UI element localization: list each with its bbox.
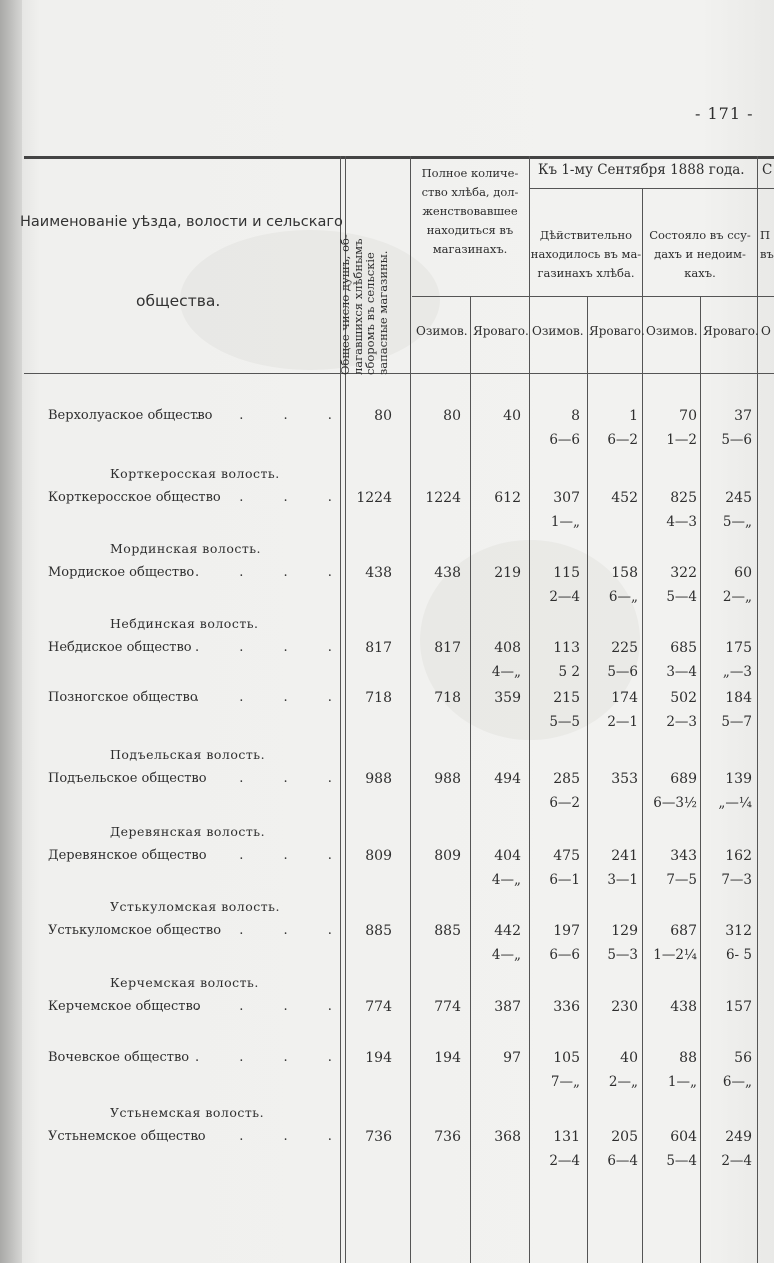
header-next-col: С	[762, 162, 773, 178]
cell-value: 825	[670, 490, 697, 506]
leader-dots: . . . .	[195, 1050, 350, 1065]
header-name-col: Наименованіе уѣзда, волости и сельскаго	[20, 214, 343, 230]
cell-subvalue: 5—3	[607, 947, 638, 963]
cell-subvalue: 2—„	[608, 1074, 638, 1090]
cell-value: 197	[553, 923, 580, 939]
header-spring: Яроваго.	[589, 324, 645, 338]
cell-value: 60	[734, 565, 752, 581]
cell-subvalue: 7—„	[550, 1074, 580, 1090]
cell-subvalue: 6—3½	[653, 795, 697, 811]
cell-value: 359	[494, 690, 521, 706]
header-loans: Состояло въ ссу- дахъ и недоим- кахъ.	[649, 228, 751, 280]
header-actual: Дѣйствительно находилось въ ма- газинахъ хлѣба.	[530, 228, 642, 280]
cell-subvalue: 4—3	[666, 514, 697, 530]
cell-value: 241	[611, 848, 638, 864]
cell-value: 115	[553, 565, 580, 581]
cell-value: 336	[553, 999, 580, 1015]
cell-value: 245	[725, 490, 752, 506]
cell-value: 37	[734, 408, 752, 424]
cell-value: 604	[670, 1129, 697, 1145]
cell-value: 353	[611, 771, 638, 787]
cell-value: 442	[494, 923, 521, 939]
cell-value: 40	[503, 408, 521, 424]
cell-subvalue: 2—4	[549, 1153, 580, 1169]
cell-subvalue: 4—„	[491, 872, 521, 888]
col-rule	[529, 156, 530, 1263]
header-souls-col: Общее число душъ, об- лагавшихся хлѣбнымъ сборомъ въ сельскіе запасные магазины.	[338, 234, 390, 375]
cell-value: 129	[611, 923, 638, 939]
society-name: Деревянское общество	[48, 848, 207, 863]
society-name: Устьнемское общество	[48, 1129, 206, 1144]
cell-value: 1	[629, 408, 638, 424]
cell-value: 158	[611, 565, 638, 581]
header-rule-sept	[530, 188, 774, 189]
header-name-col-2: общества.	[136, 292, 221, 310]
cell-value: 70	[679, 408, 697, 424]
cell-subvalue: „—¼	[718, 795, 752, 811]
cell-value: 809	[365, 848, 392, 864]
volost-heading: Керчемская волость.	[110, 975, 259, 990]
cell-subvalue: „—3	[722, 664, 752, 680]
cell-value: 184	[725, 690, 752, 706]
cell-value: 1224	[425, 490, 461, 506]
leader-dots: . . . .	[195, 771, 350, 786]
cell-value: 131	[553, 1129, 580, 1145]
cell-value: 307	[553, 490, 580, 506]
cell-value: 438	[670, 999, 697, 1015]
cell-value: 1224	[356, 490, 392, 506]
volost-heading: Небдинская волость.	[110, 616, 259, 631]
cell-subvalue: 6—„	[608, 589, 638, 605]
cell-value: 162	[725, 848, 752, 864]
header-bottom-rule	[24, 373, 774, 374]
cell-value: 475	[553, 848, 580, 864]
cell-subvalue: 1—„	[667, 1074, 697, 1090]
cell-subvalue: 6—2	[549, 795, 580, 811]
leader-dots: . . . .	[195, 848, 350, 863]
cell-value: 230	[611, 999, 638, 1015]
header-sept-title: Къ 1-му Сентября 1888 года.	[538, 162, 745, 178]
cell-value: 494	[494, 771, 521, 787]
leader-dots: . . . .	[195, 999, 350, 1014]
cell-subvalue: 6—4	[607, 1153, 638, 1169]
cell-subvalue: 6- 5	[725, 947, 752, 963]
cell-subvalue: 3—4	[666, 664, 697, 680]
header-winter-cut: О	[761, 324, 771, 338]
cell-subvalue: 5—6	[721, 432, 752, 448]
cell-value: 817	[365, 640, 392, 656]
cell-subvalue: 4—„	[491, 664, 521, 680]
cell-value: 194	[365, 1050, 392, 1066]
society-name: Позногское общество	[48, 690, 198, 705]
cell-subvalue: 5—6	[607, 664, 638, 680]
cell-subvalue: 5—4	[666, 1153, 697, 1169]
cell-value: 774	[434, 999, 461, 1015]
header-winter: Озимов.	[416, 324, 468, 338]
cell-value: 8	[571, 408, 580, 424]
cell-value: 343	[670, 848, 697, 864]
cell-value: 685	[670, 640, 697, 656]
cell-value: 408	[494, 640, 521, 656]
cell-value: 736	[365, 1129, 392, 1145]
society-name: Верхолуаское общество	[48, 408, 213, 423]
header-spring: Яроваго.	[473, 324, 529, 338]
leader-dots: . . . .	[195, 565, 350, 580]
volost-heading: Мординская волость.	[110, 541, 262, 556]
cell-value: 215	[553, 690, 580, 706]
page-number: - 171 -	[695, 104, 754, 123]
society-name: Устькуломское общество	[48, 923, 222, 938]
cell-value: 205	[611, 1129, 638, 1145]
cell-value: 194	[434, 1050, 461, 1066]
cell-value: 40	[620, 1050, 638, 1066]
volost-heading: Корткеросская волость.	[110, 466, 280, 481]
cell-subvalue: 6—6	[549, 947, 580, 963]
society-name: Небдиское общество	[48, 640, 192, 655]
header-rule-sub	[412, 296, 774, 297]
header-spring: Яроваго.	[703, 324, 759, 338]
page-fold-shadow	[0, 0, 22, 1263]
cell-value: 689	[670, 771, 697, 787]
cell-value: 80	[374, 408, 392, 424]
cell-subvalue: 2—4	[721, 1153, 752, 1169]
cell-value: 687	[670, 923, 697, 939]
cell-value: 88	[679, 1050, 697, 1066]
cell-subvalue: 3—1	[607, 872, 638, 888]
cell-value: 157	[725, 999, 752, 1015]
header-full-qty: Полное количе- ство хлѣба, дол- женствовавшее находиться въ магазинахъ.	[421, 166, 519, 256]
cell-value: 774	[365, 999, 392, 1015]
cell-value: 174	[611, 690, 638, 706]
cell-subvalue: 6—1	[549, 872, 580, 888]
cell-value: 438	[434, 565, 461, 581]
cell-subvalue: 2—3	[666, 714, 697, 730]
volost-heading: Деревянская волость.	[110, 824, 266, 839]
cell-value: 322	[670, 565, 697, 581]
cell-value: 113	[553, 640, 580, 656]
cell-value: 56	[734, 1050, 752, 1066]
cell-subvalue: 5—7	[721, 714, 752, 730]
header-winter: Озимов.	[532, 324, 584, 338]
cell-value: 809	[434, 848, 461, 864]
cell-value: 249	[725, 1129, 752, 1145]
cell-value: 105	[553, 1050, 580, 1066]
society-name: Мордиское общество	[48, 565, 195, 580]
cell-value: 988	[365, 771, 392, 787]
volost-heading: Устькуломская волость.	[110, 899, 280, 914]
cell-subvalue: 7—3	[721, 872, 752, 888]
cell-value: 139	[725, 771, 752, 787]
cell-value: 736	[434, 1129, 461, 1145]
cell-value: 452	[611, 490, 638, 506]
cell-subvalue: 2—„	[722, 589, 752, 605]
cell-value: 404	[494, 848, 521, 864]
cell-subvalue: 7—5	[666, 872, 697, 888]
cell-subvalue: 5—5	[549, 714, 580, 730]
cell-value: 718	[365, 690, 392, 706]
cell-subvalue: 1—„	[550, 514, 580, 530]
table-top-rule	[24, 156, 774, 159]
leader-dots: . . . .	[195, 490, 350, 505]
cell-value: 387	[494, 999, 521, 1015]
cell-value: 502	[670, 690, 697, 706]
society-name: Корткеросское общество	[48, 490, 221, 505]
leader-dots: . . . .	[195, 1129, 350, 1144]
cell-value: 97	[503, 1050, 521, 1066]
society-name: Керчемское общество	[48, 999, 201, 1014]
cell-value: 225	[611, 640, 638, 656]
society-name: Подъельское общество	[48, 771, 207, 786]
cell-value: 612	[494, 490, 521, 506]
cell-subvalue: 6—„	[722, 1074, 752, 1090]
volost-heading: Устьнемская волость.	[110, 1105, 265, 1120]
cell-subvalue: 6—2	[607, 432, 638, 448]
cell-value: 312	[725, 923, 752, 939]
cell-value: 885	[434, 923, 461, 939]
col-rule	[757, 156, 758, 1263]
leader-dots: . . . .	[195, 923, 350, 938]
cell-subvalue: 2—4	[549, 589, 580, 605]
cell-value: 718	[434, 690, 461, 706]
cell-value: 219	[494, 565, 521, 581]
cell-subvalue: 4—„	[491, 947, 521, 963]
cell-value: 175	[725, 640, 752, 656]
header-next-sub: П въ	[760, 228, 774, 261]
cell-subvalue: 5 2	[558, 664, 580, 680]
header-winter: Озимов.	[646, 324, 698, 338]
society-name: Вочевское общество	[48, 1050, 190, 1065]
cell-subvalue: 5—4	[666, 589, 697, 605]
col-rule	[410, 156, 411, 1263]
cell-value: 368	[494, 1129, 521, 1145]
volost-heading: Подъельская волость.	[110, 747, 266, 762]
cell-subvalue: 5—„	[722, 514, 752, 530]
cell-value: 885	[365, 923, 392, 939]
cell-subvalue: 1—2¼	[653, 947, 697, 963]
cell-value: 438	[365, 565, 392, 581]
cell-value: 817	[434, 640, 461, 656]
cell-value: 80	[443, 408, 461, 424]
cell-value: 988	[434, 771, 461, 787]
leader-dots: . . . .	[195, 640, 350, 655]
leader-dots: . . . .	[195, 690, 350, 705]
leader-dots: . . . .	[195, 408, 350, 423]
cell-value: 285	[553, 771, 580, 787]
cell-subvalue: 6—6	[549, 432, 580, 448]
cell-subvalue: 2—1	[607, 714, 638, 730]
cell-subvalue: 1—2	[666, 432, 697, 448]
